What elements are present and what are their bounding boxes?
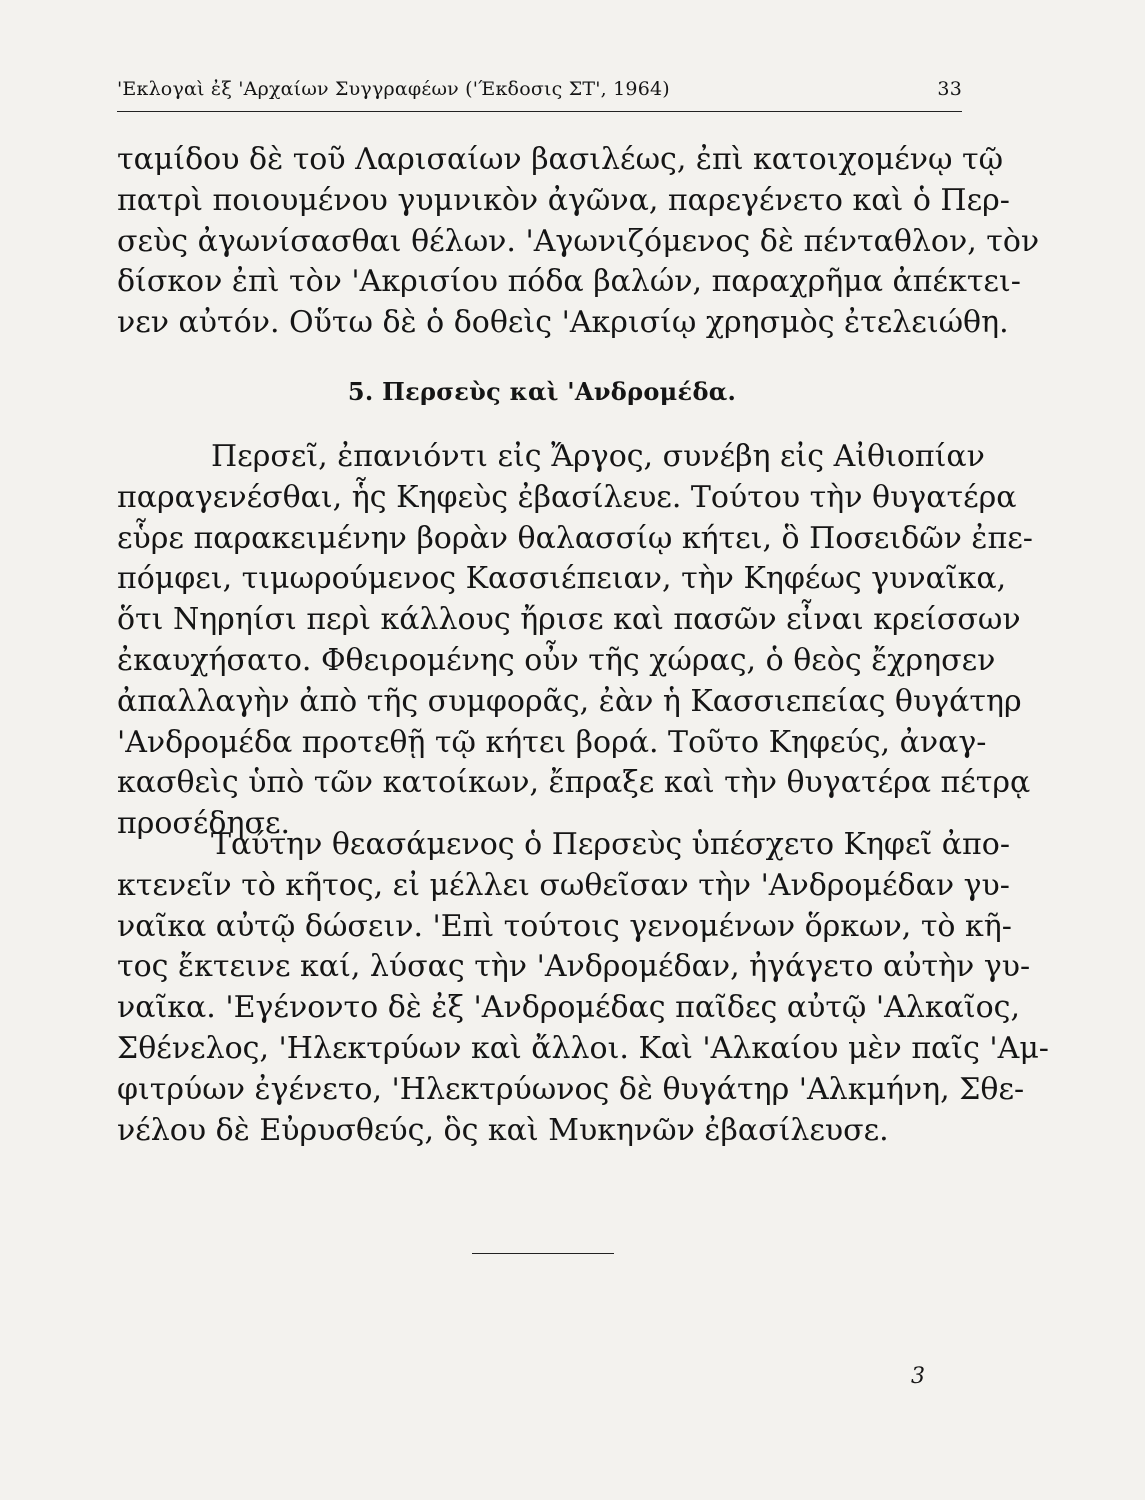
text-line: ναῖκα αὐτῷ δώσειν. 'Επὶ τούτοις γενομένων ὅρκων, τὸ κῆ- <box>117 908 1012 944</box>
text-line: ἐκαυχήσατο. Φθειρομένης οὖν τῆς χώρας, ὁ θεὸς ἔχρησεν <box>117 642 996 678</box>
text-line: Περσεῖ, ἐπανιόντι εἰς Ἄργος, συνέβη εἰς Αἰθιοπίαν <box>211 439 985 474</box>
text-line: κτενεῖν τὸ κῆτος, εἰ μέλλει σωθεῖσαν τὴν 'Ανδρομέδαν γυ- <box>117 867 1010 903</box>
section-heading: 5. Περσεὺς καὶ 'Ανδρομέδα. <box>347 377 737 406</box>
text-line: εὗρε παρακειμένην βορὰν θαλασσίῳ κήτει, ὃ Ποσειδῶν ἐπε- <box>117 520 1033 556</box>
text-line: φιτρύων ἐγένετο, 'Ηλεκτρύωνος δὲ θυγάτηρ 'Αλκμήνη, Σθε- <box>117 1071 1025 1107</box>
text-line: νέλου δὲ Εὐρυσθεύς, ὃς καὶ Μυκηνῶν ἐβασίλευσε. <box>117 1112 889 1148</box>
text-line: Σθένελος, 'Ηλεκτρύων καὶ ἄλλοι. Καὶ 'Αλκαίου μὲν παῖς 'Αμ- <box>117 1030 1049 1066</box>
text-line: ἀπαλλαγὴν ἀπὸ τῆς συμφορᾶς, ἐὰν ἡ Κασσιεπείας θυγάτηρ <box>117 683 1022 719</box>
text-line: τος ἔκτεινε καί, λύσας τὴν 'Ανδρομέδαν, ἠγάγετο αὐτὴν γυ- <box>117 949 1031 985</box>
text-line: κασθεὶς ὑπὸ τῶν κατοίκων, ἔπραξε καὶ τὴν θυγατέρα πέτρᾳ <box>117 765 1031 801</box>
text-line: προσέδησε. <box>117 806 291 842</box>
running-title: 'Εκλογαὶ ἐξ 'Αρχαίων Συγγραφέων ('Έκδοσις ΣΤ', 1964) <box>117 78 670 100</box>
text-line: Ταύτην θεασάμενος ὁ Περσεὺς ὑπέσχετο Κηφεῖ ἀπο- <box>211 827 1010 862</box>
paragraph-3 <box>117 825 1049 1151</box>
text-line: πατρὶ ποιουμένου γυμνικὸν ἀγῶνα, παρεγένετο καὶ ὁ Περ- <box>117 182 1010 218</box>
page-header <box>117 74 962 104</box>
header-rule <box>117 111 962 112</box>
text-line: παραγενέσθαι, ἧς Κηφεὺς ἐβασίλευε. Τούτου τὴν θυγατέρα <box>117 479 1017 515</box>
footnote-rule <box>472 1253 614 1254</box>
text-line: ὅτι Νηρηίσι περὶ κάλλους ἤρισε καὶ πασῶν εἶναι κρείσσων <box>117 602 1021 638</box>
text-line: 'Ανδρομέδα προτεθῇ τῷ κήτει βορά. Τοῦτο Κηφεύς, ἀναγ- <box>117 724 987 760</box>
paragraph-1 <box>117 140 1040 344</box>
page-number: 33 <box>937 78 962 100</box>
text-line: δίσκον ἐπὶ τὸν 'Ακρισίου πόδα βαλών, παραχρῆμα ἀπέκτει- <box>117 264 1021 300</box>
text-line: νεν αὐτόν. Οὕτω δὲ ὁ δοθεὶς 'Ακρισίῳ χρησμὸς ἐτελειώθη. <box>117 305 1009 341</box>
signature-mark: 3 <box>911 1364 925 1389</box>
text-line: σεὺς ἀγωνίσασθαι θέλων. 'Αγωνιζόμενος δὲ πένταθλον, τὸν <box>117 223 1040 259</box>
text-line: πόμφει, τιμωρούμενος Κασσιέπειαν, τὴν Κηφέως γυναῖκα, <box>117 561 1007 597</box>
text-line: ταμίδου δὲ τοῦ Λαρισαίων βασιλέως, ἐπὶ κατοιχομένῳ τῷ <box>117 142 1004 177</box>
text-line: ναῖκα. 'Εγένοντο δὲ ἐξ 'Ανδρομέδας παῖδες αὐτῷ 'Αλκαῖος, <box>117 990 1021 1026</box>
